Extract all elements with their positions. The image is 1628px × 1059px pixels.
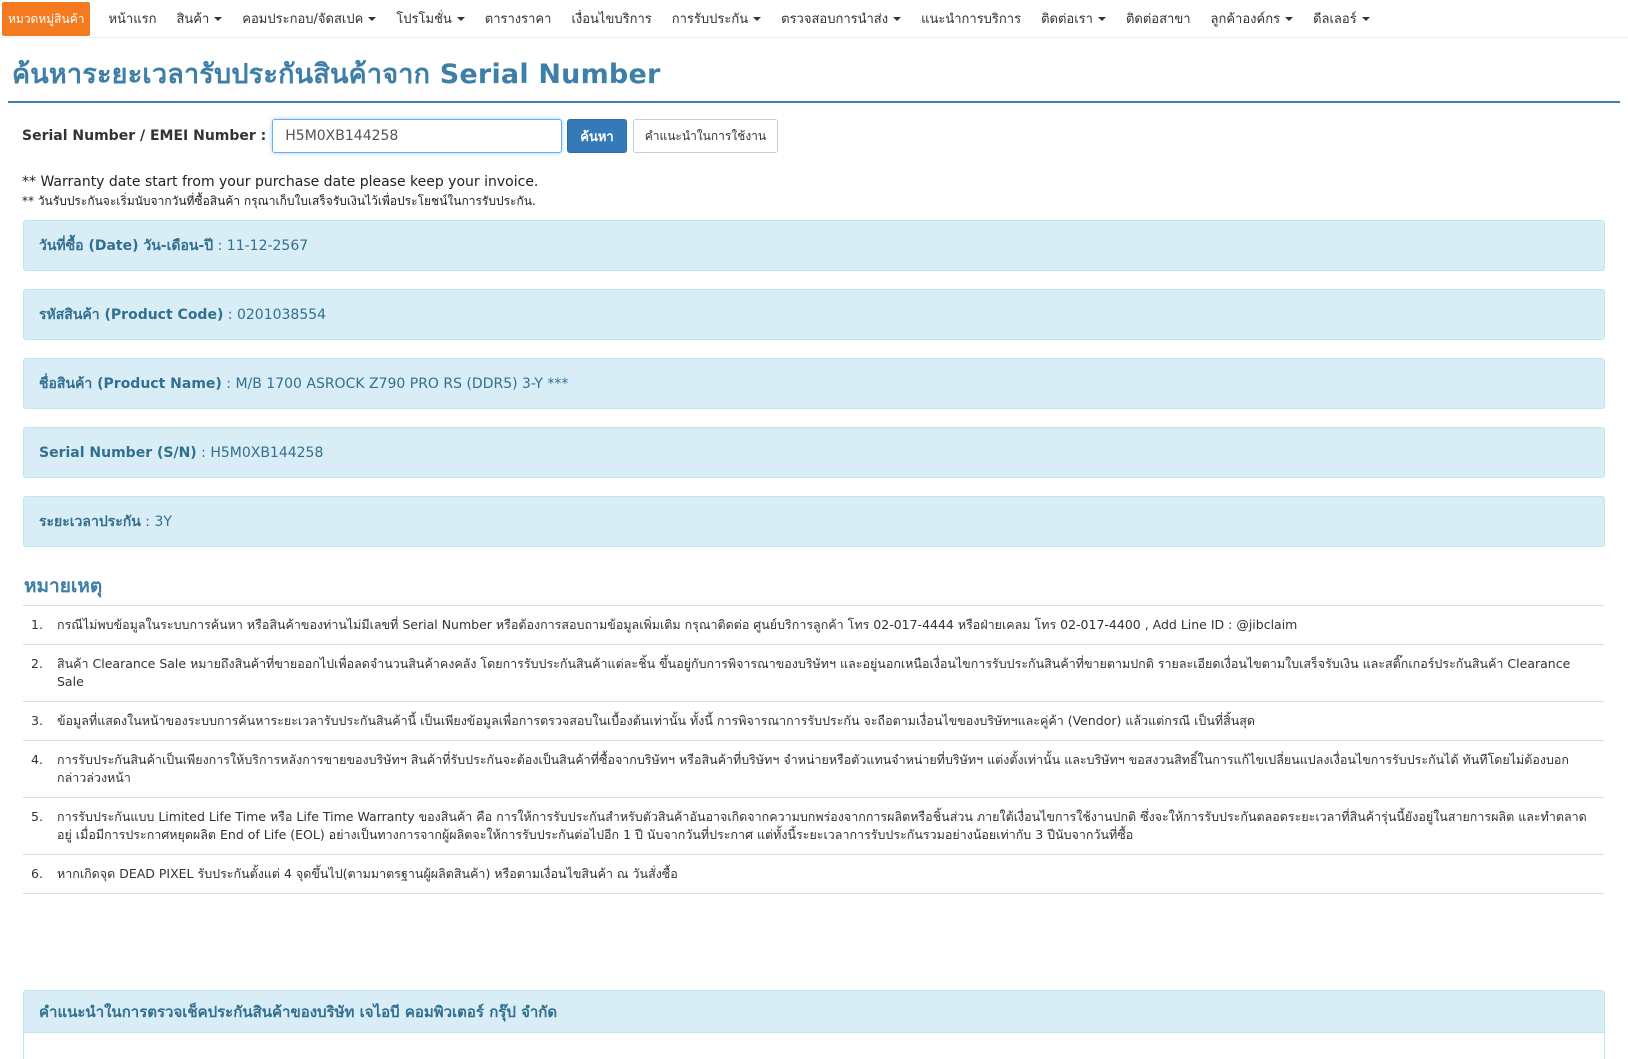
- remark-text: สินค้า Clearance Sale หมายถึงสินค้าที่ขายออกไปเพื่อลดจำนวนสินค้าคงคลัง โดยการรับประกันสินค้าแต่ละชิ้น ขึ้นอยู่กับการพิจารณาของบริษัทฯ และอยู่นอกเหนือเงื่อนไขการรับประกันสินค้าที่ขายตามปกติ รายละเอียดเงื่อนไขตามใบเสร็จรับเงิน และสติ๊กเกอร์ประกันสินค้า Clearance Sale: [57, 656, 1571, 689]
- caret-down-icon: [893, 17, 901, 21]
- product-code-value: 0201038554: [236, 306, 327, 323]
- remark-item: [23, 645, 1604, 702]
- product-name-box: ชื่อสินค้า (Product Name) : M/B 1700 ASROCK Z790 PRO RS (DDR5) 3-Y ***: [23, 358, 1605, 409]
- nav-item-label: สินค้า: [176, 12, 210, 27]
- nav-item-label: ติดต่อสาขา: [1125, 12, 1191, 27]
- nav-item-label: คอมประกอบ/จัดสเปค: [242, 12, 364, 27]
- nav-item-label: ลูกค้าองค์กร: [1210, 12, 1281, 27]
- remark-item: [23, 741, 1604, 798]
- caret-down-icon: [214, 17, 222, 21]
- nav-item-0[interactable]: [98, 0, 166, 38]
- remark-text: การรับประกันสินค้าเป็นเพียงการให้บริการหลังการขายของบริษัทฯ สินค้าที่รับประกันจะต้องเป็นสินค้าที่ซื้อจากบริษัทฯ หรือสินค้าที่บริษัทฯ จำหน่ายหรือตัวแทนจำหน่ายที่บริษัทฯ แต่งตั้งเท่านั้น และบริษัทฯ ขอสงวนสิทธิ์ในการแก้ไขเปลี่ยนแปลงเงื่อนไขการรับประกันได้ ทันทีโดยไม่ต้องบอกกล่าวล่วงหน้า: [57, 752, 1570, 785]
- warranty-period-label: ระยะเวลาประกัน: [39, 513, 141, 530]
- remarks-list: [23, 605, 1604, 894]
- nav-menu: [98, 0, 1379, 38]
- nav-item-8[interactable]: [911, 0, 1031, 38]
- warranty-notes: [8, 173, 1620, 211]
- purchase-date-value: 11-12-2567: [226, 237, 309, 254]
- guide-panel: [23, 990, 1605, 1059]
- caret-down-icon: [753, 17, 761, 21]
- serial-number-box: Serial Number (S/N) : H5M0XB144258: [23, 427, 1605, 478]
- remark-text: การรับประกันแบบ Limited Life Time หรือ Life Time Warranty ของสินค้า คือ การให้การรับประกันสำหรับตัวสินค้าอันอาจเกิดจากความบกพร่องจากการผลิตหรือชิ้นส่วน ภายใต้เงื่อนไขการใช้งานปกติ ซึ่งจะให้การรับประกันตลอดระยะเวลาที่สินค้ารุ่นนี้ยังอยู่ในสายการผลิต และทำตลาดอยู่ เมื่อมีการประกาศหยุดผลิต End of Life (EOL) อย่างเป็นทางการจากผู้ผลิตจะให้การรับประกันต่อไปอีก 1 ปี นับจากวันที่ประกาศ แต่ทั้งนี้ระยะเวลาการรับประกันรวมอย่างน้อยเท่ากับ 3 ปีนับจากวันที่ซื้อ: [57, 809, 1587, 842]
- remark-item: [23, 855, 1604, 894]
- caret-down-icon: [457, 17, 465, 21]
- warranty-period-box: ระยะเวลาประกัน : 3Y: [23, 496, 1605, 547]
- serial-number-label: Serial Number (S/N): [39, 444, 197, 461]
- warranty-result: [8, 220, 1620, 547]
- nav-item-6[interactable]: [662, 0, 771, 38]
- serial-number-value: H5M0XB144258: [210, 444, 324, 461]
- purchase-date-box: วันที่ซื้อ (Date) วัน-เดือน-ปี : 11-12-2567: [23, 220, 1605, 271]
- nav-item-1[interactable]: [166, 0, 232, 38]
- caret-down-icon: [1285, 17, 1293, 21]
- remark-item: [23, 702, 1604, 741]
- remark-item: [23, 606, 1604, 645]
- search-form: [8, 119, 1620, 153]
- remark-text: หากเกิดจุด DEAD PIXEL รับประกันตั้งแต่ 4 จุดขึ้นไป(ตามมาตรฐานผู้ผลิตสินค้า) หรือตามเงื่อนไขสินค้า ณ วันสั่งซื้อ: [57, 866, 678, 881]
- warranty-note-th: ** วันรับประกันจะเริ่มนับจากวันที่ซื้อสินค้า กรุณาเก็บใบเสร็จรับเงินไว้เพื่อประโยชน์ในการรับประกัน.: [22, 194, 536, 208]
- nav-item-5[interactable]: [561, 0, 661, 38]
- remark-text: กรณีไม่พบข้อมูลในระบบการค้นหา หรือสินค้าของท่านไม่มีเลขที่ Serial Number หรือต้องการสอบถามข้อมูลเพิ่มเติม กรุณาติดต่อ ศูนย์บริการลูกค้า โทร 02-017-4444 หรือฝ่ายเคลม โทร 02-017-4400 , Add Line ID : @jibclaim: [57, 617, 1298, 632]
- nav-item-7[interactable]: [771, 0, 911, 38]
- remark-number: 6.: [31, 866, 43, 881]
- purchase-date-label: วันที่ซื้อ (Date) วัน-เดือน-ปี: [39, 237, 214, 254]
- remarks-title: หมายเหตุ: [24, 575, 103, 597]
- page-title: ค้นหาระยะเวลารับประกันสินค้าจาก Serial Number: [8, 38, 1620, 103]
- nav-item-label: เงื่อนไขบริการ: [571, 12, 652, 27]
- remark-number: 5.: [31, 809, 43, 824]
- product-name-value: M/B 1700 ASROCK Z790 PRO RS (DDR5) 3-Y ***: [235, 375, 569, 392]
- nav-item-label: ติดต่อเรา: [1041, 12, 1093, 27]
- nav-item-label: หน้าแรก: [108, 12, 157, 27]
- remark-item: [23, 798, 1604, 855]
- nav-item-4[interactable]: [475, 0, 562, 38]
- remark-number: 1.: [31, 617, 43, 632]
- caret-down-icon: [368, 17, 376, 21]
- search-button[interactable]: ค้นหา: [567, 119, 626, 153]
- remark-number: 2.: [31, 656, 43, 671]
- nav-item-10[interactable]: [1116, 0, 1201, 38]
- nav-item-12[interactable]: [1303, 0, 1380, 38]
- warranty-period-value: 3Y: [154, 513, 172, 530]
- nav-item-label: ตารางราคา: [484, 12, 552, 27]
- nav-item-9[interactable]: [1031, 0, 1116, 38]
- nav-item-label: การรับประกัน: [671, 12, 749, 27]
- product-name-label: ชื่อสินค้า (Product Name): [39, 375, 222, 392]
- nav-item-label: ตรวจสอบการนำส่ง: [781, 12, 889, 27]
- caret-down-icon: [1098, 17, 1106, 21]
- caret-down-icon: [1362, 17, 1370, 21]
- product-code-box: รหัสสินค้า (Product Code) : 0201038554: [23, 289, 1605, 340]
- guide-panel-title: คำแนะนำในการตรวจเช็คประกันสินค้าของบริษัท เจไอบี คอมพิวเตอร์ กรุ๊ป จำกัด: [24, 991, 1604, 1033]
- search-label: Serial Number / EMEI Number :: [22, 128, 267, 144]
- nav-item-label: แนะนำการบริการ: [921, 12, 1022, 27]
- nav-item-11[interactable]: [1201, 0, 1304, 38]
- category-button[interactable]: หมวดหมู่สินค้า: [2, 2, 90, 36]
- remark-number: 3.: [31, 713, 43, 728]
- remark-number: 4.: [31, 752, 43, 767]
- nav-item-label: ดีลเลอร์: [1313, 12, 1357, 27]
- warranty-note-en: ** Warranty date start from your purchase date please keep your invoice.: [22, 174, 539, 190]
- remark-text: ข้อมูลที่แสดงในหน้าของระบบการค้นหาระยะเวลารับประกันสินค้านี้ เป็นเพียงข้อมูลเพื่อการตรวจสอบในเบื้องต้นเท่านั้น ทั้งนี้ การพิจารณาการรับประกัน จะถือตามเงื่อนไขของบริษัทฯและคู่ค้า (Vendor) แล้วแต่กรณี เป็นที่สิ้นสุด: [57, 713, 1256, 728]
- nav-item-3[interactable]: [386, 0, 474, 38]
- nav-item-label: โปรโมชั่น: [396, 12, 452, 27]
- main-content: [0, 38, 1628, 1059]
- nav-item-2[interactable]: [232, 0, 386, 38]
- usage-guide-button[interactable]: คำแนะนำในการใช้งาน: [633, 119, 778, 153]
- product-code-label: รหัสสินค้า (Product Code): [39, 306, 224, 323]
- top-navbar: [0, 0, 1628, 38]
- serial-search-input[interactable]: [272, 119, 562, 153]
